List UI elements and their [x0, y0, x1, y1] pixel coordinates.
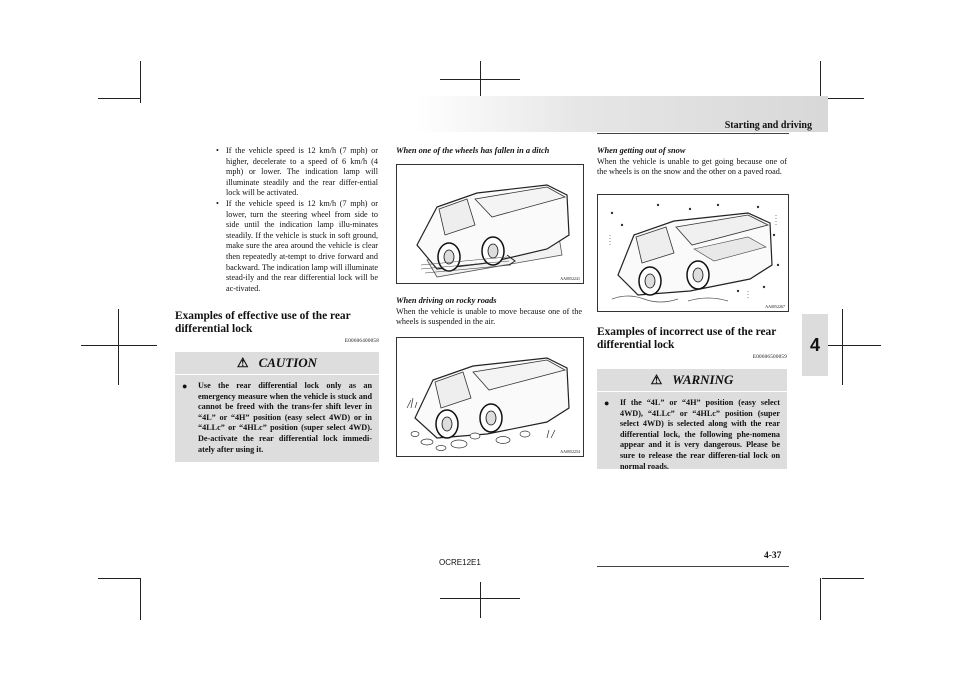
bullet-item	[216, 146, 378, 199]
caution-text: Use the rear differential lock only as an emergency measure when the vehicle is stuck and cannot be freed with the trans-fer shift lever in “4L” or “4H” position (easy select 4WD) or in “4LLc” or “4HLc” position (super select 4WD). De-activate the rear differential lock immedi-ately after using it.	[198, 381, 372, 454]
bullet-circle-icon: ●	[604, 398, 610, 408]
bullet-circle-icon: ●	[182, 381, 188, 391]
warning-text: If the “4L” or “4H” position (easy select 4WD), “4LLc” or “4HLc” position (super select 4WD) is selected along with the rear differential lock, the following phe-nomena appear and it is very dangerous. Please be sure to release the rear differen-tial lock on normal roads.	[620, 398, 780, 471]
figure-caption: When getting out of snow	[597, 146, 686, 155]
snow-figure	[597, 194, 789, 312]
warning-triangle-icon: ⚠	[650, 372, 663, 387]
bullet-dot-icon: •	[216, 146, 219, 155]
bullet-item	[216, 199, 378, 294]
warning-box	[597, 369, 787, 469]
middle-rocky-block	[396, 296, 582, 328]
document-code: OCRE12E1	[439, 558, 481, 567]
bullet-dot-icon: •	[216, 198, 219, 208]
chapter-tab: 4	[802, 314, 828, 376]
ditch-figure	[396, 164, 584, 284]
heading-code: E00606400058	[344, 338, 379, 344]
caution-box	[175, 352, 379, 462]
figure-code: AA0052267	[765, 304, 785, 309]
warning-header	[597, 369, 787, 392]
right-heading-block	[597, 326, 787, 363]
rocky-road-figure	[396, 337, 584, 457]
warning-body	[597, 392, 787, 476]
middle-caption-1	[396, 146, 582, 157]
section-heading: Examples of incorrect use of the rear differential lock	[597, 326, 777, 351]
car-in-snow-illustration	[598, 195, 788, 311]
figure-caption: When driving on rocky roads	[396, 296, 497, 305]
figure-caption: When one of the wheels has fallen in a ditch	[396, 146, 550, 155]
warning-title: WARNING	[672, 372, 734, 387]
caution-header	[175, 352, 379, 375]
figure-description: When the vehicle is unable to get going because one of the wheels is on the snow and the other on a paved road.	[597, 156, 787, 177]
left-column	[216, 146, 378, 294]
caution-title: CAUTION	[258, 355, 318, 370]
figure-code: AA0052254	[560, 449, 580, 454]
figure-description: When the vehicle is unable to move because one of the wheels is suspended in the air.	[396, 306, 582, 327]
left-heading-block	[175, 310, 379, 347]
bullet-text: If the vehicle speed is 12 km/h (7 mph) or higher, decelerate to a speed of 6 km/h (4 mph) or lower. The indication lamp will illuminate steadily and the rear differ-ential lock will be activated.	[226, 146, 378, 198]
figure-code: AA0052241	[560, 276, 580, 281]
car-on-rocks-illustration	[397, 338, 583, 456]
page-number: 4-37	[764, 551, 782, 561]
footer-rule	[597, 566, 789, 567]
section-title: Starting and driving	[724, 120, 812, 131]
car-in-ditch-illustration	[397, 165, 583, 283]
caution-body	[175, 375, 379, 459]
warning-triangle-icon: ⚠	[236, 355, 249, 370]
header-rule	[597, 133, 789, 134]
bullet-text: If the vehicle speed is 12 km/h (7 mph) or lower, turn the steering wheel from side to side until the indication lamp illu-minates steadily. If the vehicle is stuck in soft ground, make sure the area around the vehicle is clear then repeatedly at-tempt to drive forward and backward. The indication lamp will illuminate stead-ily and the rear differential lock will be ac-tivated.	[226, 198, 378, 293]
section-heading: Examples of effective use of the rear differential lock	[175, 310, 351, 335]
heading-code: E00606500059	[752, 354, 787, 360]
right-snow-block	[597, 146, 787, 178]
